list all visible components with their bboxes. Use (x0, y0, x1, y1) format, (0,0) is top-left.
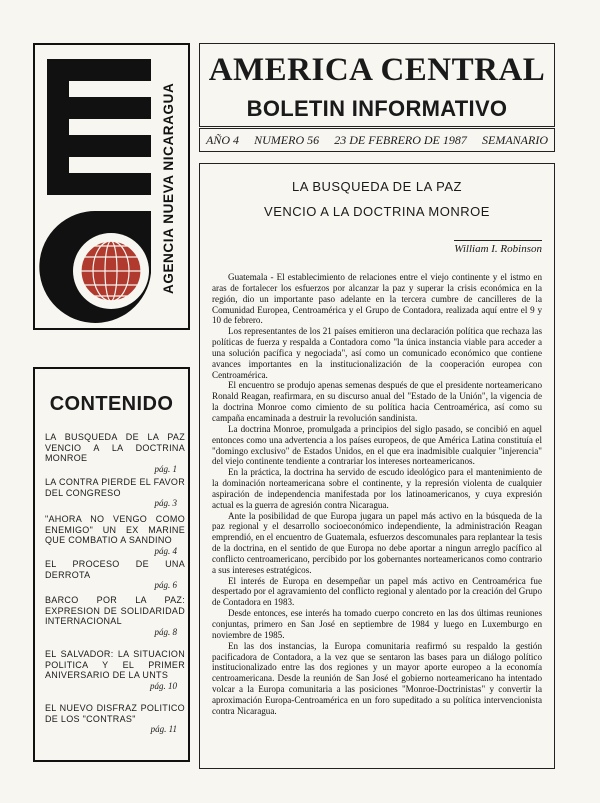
toc-item[interactable] (45, 703, 185, 734)
publication-subtitle: BOLETIN INFORMATIVO (246, 96, 508, 121)
toc-item-title: "AHORA NO VENGO COMO ENEMIGO" UN EX MARINE QUE COMBATIO A SANDINO (45, 514, 185, 545)
toc-item[interactable] (45, 649, 185, 691)
issue-number: NUMERO 56 (254, 132, 320, 147)
toc-item-page: pág. 4 (154, 545, 177, 556)
toc-item-page: pág. 10 (150, 680, 177, 691)
toc-item-title: EL SALVADOR: LA SITUACION POLITICA Y EL PRIMER ANIVERSARIO DE LA UNTS (45, 649, 185, 680)
article-paragraph: El encuentro se produjo apenas semenas después de que el presidente norteamericano Ronald Reagan, reafirmara, en su discurso anual del "Estado de la Unión", la vigencia de la doctrina Monroe como cimiento de su política hacia Centroamérica, así como su campaña encaminada a destruir la revolución sandinista. (212, 380, 542, 423)
article-headline-line-1: LA BUSQUEDA DE LA PAZ (292, 179, 462, 194)
table-of-contents (33, 367, 190, 762)
article-body (212, 272, 542, 717)
issue-year: AÑO 4 (206, 132, 239, 147)
toc-item-page: pág. 1 (154, 463, 177, 474)
article-paragraph: En las dos instancias, la Europa comunitaria reafirmó su respaldo la gestión pacificadora de Contadora, a la vez que se sentaron las bases para un diálogo político institucionalizado entre las dos regiones y un mayor aporte europeo a la economía centroamericana. Desde la reunión de San José el gobierno norteamericano ha intentado volcar a la Europa comunitaria a las posiciones "Monroe-Doctrinistas" y convertir la aproximación Europa-Centroamérica en un foro supeditado a su política intervencionista contra Nicaragua. (212, 640, 542, 716)
toc-item[interactable] (45, 514, 185, 556)
issue-frequency: SEMANARIO (482, 132, 548, 147)
toc-item[interactable] (45, 477, 185, 508)
article-paragraph: En la práctica, la doctrina ha servido de escudo ideológico para el mantenimiento de la dominación norteamericana sobre el continente, y la represión violenta de cualquier aspiración de independencia manifestada por los latinoamericanos, y cuya expresión actual es la guerra de agresión contra Nicaragua. (212, 467, 542, 510)
article-paragraph: Ante la posibilidad de que Europa jugara un papel más activo en la búsqueda de la paz regional y el desarrollo socioeconómico independiente, la administración Reagan emprendió, en el encuentro de Guatemala, esfuerzos descomunales para replantear la tesis de la doctrina, en el sentido de que Europa no debe aportar a ningun arreglo pacífico al conflicto centroamericano, percibido por los gobernantes norteamericanos como contrario a sus intereses estratégicos. (212, 510, 542, 575)
toc-item-page: pág. 3 (154, 498, 177, 508)
agency-name: AGENCIA NUEVA NICARAGUA (161, 82, 176, 294)
article-byline: William I. Robinson (454, 240, 542, 255)
article-headline-line-2: VENCIO A LA DOCTRINA MONROE (264, 204, 490, 219)
toc-item-title: EL NUEVO DISFRAZ POLITICO DE LOS "CONTRAS" (45, 703, 185, 724)
toc-item[interactable] (45, 559, 185, 590)
toc-item-title: LA BUSQUEDA DE LA PAZ VENCIO A LA DOCTRINA MONROE (45, 432, 185, 463)
toc-item-page: pág. 11 (150, 724, 177, 734)
toc-item-title: EL PROCESO DE UNA DERROTA (45, 559, 185, 580)
issue-info-bar (199, 128, 555, 152)
toc-title: CONTENIDO (49, 393, 174, 415)
toc-item-page: pág. 8 (154, 626, 177, 637)
publication-title: AMERICA CENTRAL (208, 52, 546, 88)
article-paragraph: Guatemala - El establecimiento de relaciones entre el viejo continente y el istmo en aras de fortalecer los esfuerzos por alcanzar la paz y superar la crisis económica en la región, dio un importante paso adelante en la tercera cumbre de cancilleres de la Comunidad Europea, Centroamérica y el Grupo de Contadora, realizada aquí entre el 9 y 10 de febrero. (212, 272, 542, 326)
article-paragraph: Los representantes de los 21 países emitieron una declaración política que rechaza las políticas de fuerza y respalda a Contadora como "la única instancia viable para acceder a una solución pacífica y negociada", así como un comunicado económico que contiene avances importantes en la institucionalización de la cooperación europea con Centroamérica. (212, 326, 542, 380)
agency-logo-panel (33, 43, 190, 330)
article-paragraph: La doctrina Monroe, promulgada a principios del siglo pasado, se concibió en aquel entonces como una advertencia a los países europeos, de que América Latina constituía el "domingo exclusivo" de Estados Unidos, en el que era inadmisible cualquier "injerencia" del viejo continente tendiente a contrariar los intereses norteamericanos. (212, 423, 542, 467)
issue-date: 23 DE FEBRERO DE 1987 (334, 132, 467, 147)
toc-item[interactable] (45, 595, 185, 637)
article-paragraph: Desde entonces, ese interés ha tomado cuerpo concreto en las dos últimas reuniones conjuntas, primero en San José en septiembre de 1984 y luego en Luxemburgo en noviembre de 1985. (212, 608, 542, 640)
toc-item-title: LA CONTRA PIERDE EL FAVOR DEL CONGRESO (45, 477, 185, 498)
main-article (199, 163, 555, 769)
toc-item-page: pág. 6 (154, 580, 177, 590)
toc-item-title: BARCO POR LA PAZ: EXPRESION DE SOLIDARIDAD INTERNACIONAL (45, 595, 185, 626)
toc-item[interactable] (45, 432, 185, 474)
article-paragraph: El interés de Europa en desempeñar un papel más activo en Centroamérica fue despertado por el agravamiento del conflicto regional y alentado por la creación del Grupo de Contadora en 1983. (212, 575, 542, 608)
masthead (199, 43, 555, 127)
